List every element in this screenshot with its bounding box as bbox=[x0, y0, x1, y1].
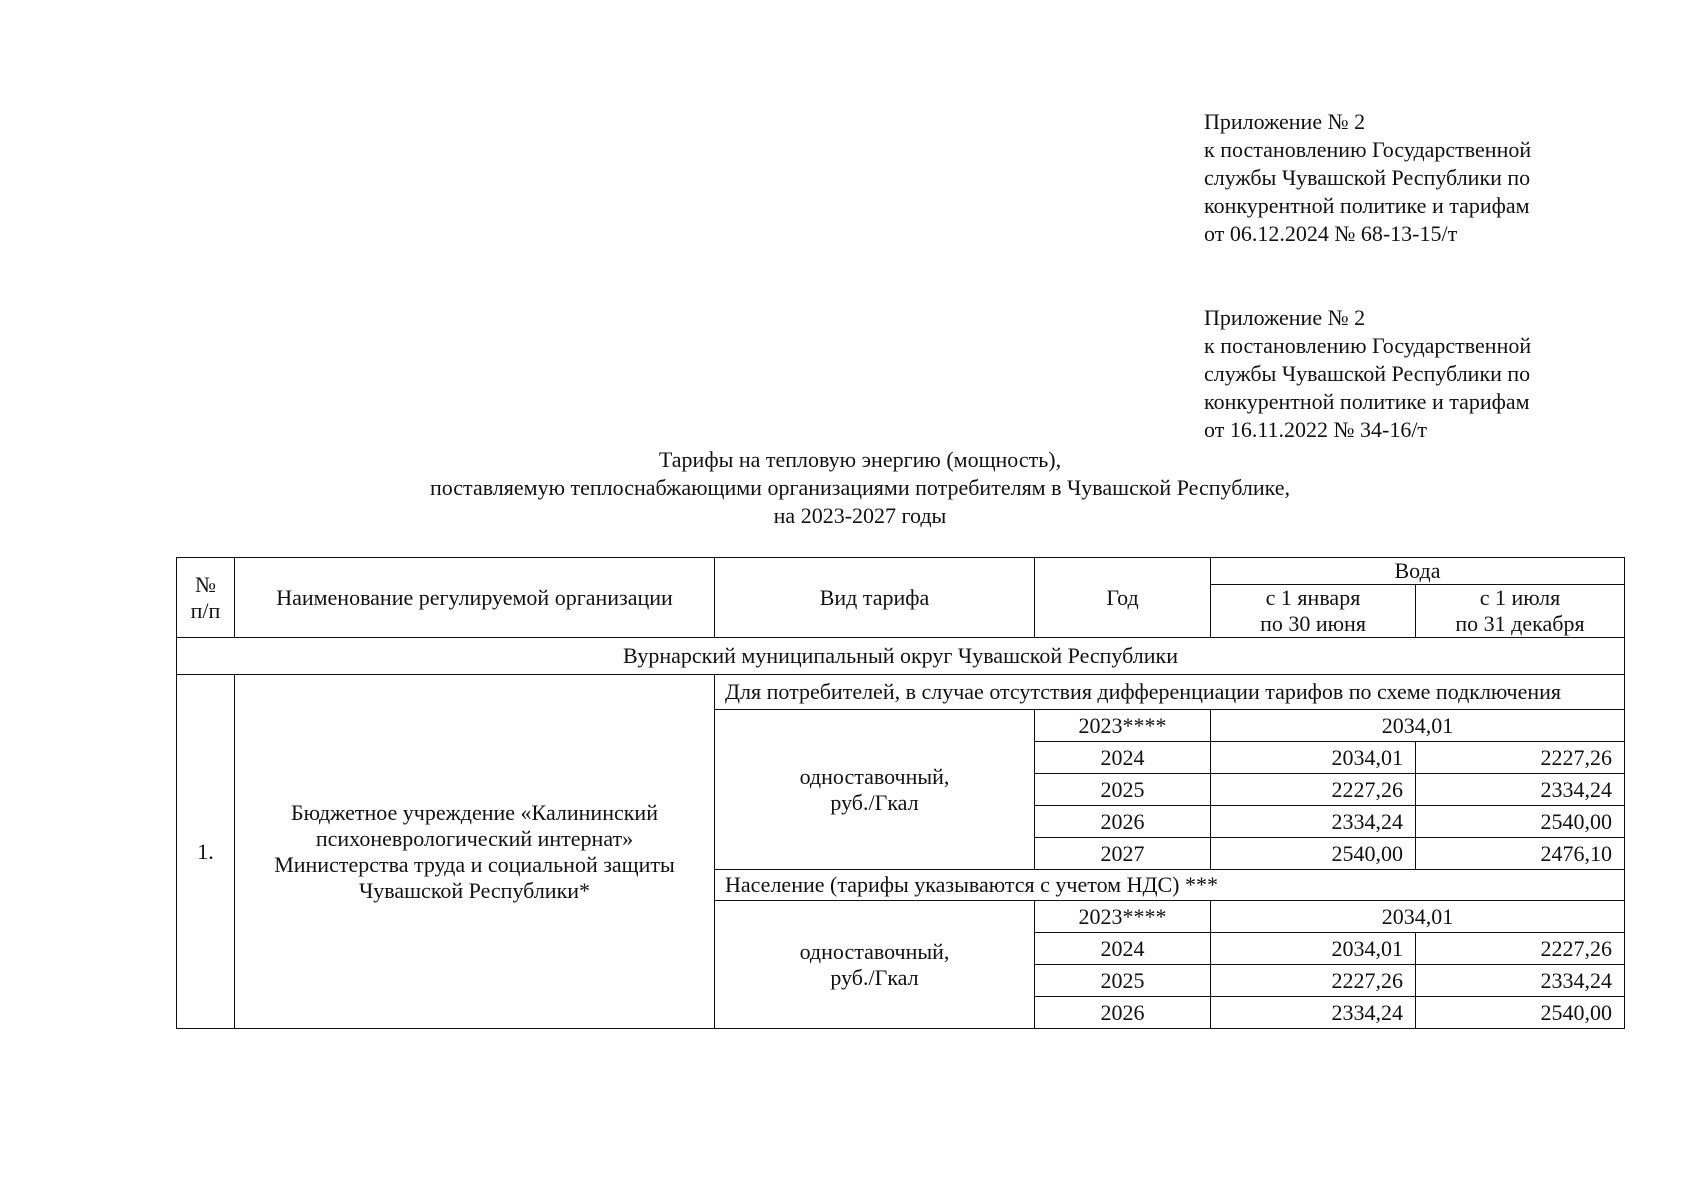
tariff-value-merged: 2034,01 bbox=[1211, 901, 1625, 933]
header-water: Вода bbox=[1211, 558, 1625, 585]
appendix-line: к постановлению Государственной bbox=[1204, 137, 1532, 162]
table-header-row bbox=[177, 558, 1625, 585]
appendix-line: службы Чувашской Республики по bbox=[1204, 165, 1531, 190]
tariff-type-cell: одноставочный, руб./Гкал bbox=[715, 710, 1035, 870]
year-cell: 2025 bbox=[1035, 774, 1211, 806]
tariff-value-merged: 2034,01 bbox=[1211, 710, 1625, 742]
year-cell: 2024 bbox=[1035, 742, 1211, 774]
header-year: Год bbox=[1035, 558, 1211, 638]
tariff-value-second-half: 2227,26 bbox=[1416, 933, 1625, 965]
appendix-line: от 06.12.2024 № 68-13-15/т bbox=[1204, 221, 1458, 246]
appendix-line: Приложение № 2 bbox=[1204, 109, 1366, 134]
appendix-current bbox=[1204, 108, 1624, 248]
year-cell: 2026 bbox=[1035, 806, 1211, 838]
appendix-line: к постановлению Государственной bbox=[1204, 333, 1532, 358]
year-cell: 2025 bbox=[1035, 965, 1211, 997]
document-title bbox=[300, 446, 1420, 530]
header-period-second-half: с 1 июля по 31 декабря bbox=[1416, 585, 1625, 638]
appendix-line: конкурентной политике и тарифам bbox=[1204, 389, 1530, 414]
tariff-value-second-half: 2334,24 bbox=[1416, 774, 1625, 806]
title-line: на 2023-2027 годы bbox=[773, 503, 947, 528]
header-organization: Наименование регулируемой организации bbox=[235, 558, 715, 638]
tariff-value-first-half: 2334,24 bbox=[1211, 997, 1416, 1029]
header-number: № п/п bbox=[177, 558, 235, 638]
tariff-value-first-half: 2334,24 bbox=[1211, 806, 1416, 838]
entry-organization: Бюджетное учреждение «Калининский психоневрологический интернат» Министерства труда и социальной защиты Чувашской Республики* bbox=[235, 675, 715, 1029]
tariff-value-second-half: 2334,24 bbox=[1416, 965, 1625, 997]
title-line: поставляемую теплоснабжающими организациями потребителям в Чувашской Республике, bbox=[429, 475, 1291, 500]
appendix-line: Приложение № 2 bbox=[1204, 305, 1366, 330]
appendix-line: от 16.11.2022 № 34-16/т bbox=[1204, 417, 1428, 442]
year-cell: 2024 bbox=[1035, 933, 1211, 965]
year-cell: 2027 bbox=[1035, 838, 1211, 870]
appendix-line: службы Чувашской Республики по bbox=[1204, 361, 1531, 386]
tariff-value-second-half: 2540,00 bbox=[1416, 806, 1625, 838]
tariff-value-first-half: 2227,26 bbox=[1211, 965, 1416, 997]
tariff-table bbox=[176, 557, 1625, 1029]
header-tariff-type: Вид тарифа bbox=[715, 558, 1035, 638]
year-cell: 2023**** bbox=[1035, 901, 1211, 933]
appendix-original bbox=[1204, 304, 1624, 444]
title-line: Тарифы на тепловую энергию (мощность), bbox=[658, 447, 1062, 472]
tariff-value-first-half: 2540,00 bbox=[1211, 838, 1416, 870]
tariff-value-first-half: 2034,01 bbox=[1211, 933, 1416, 965]
section-label-population: Население (тарифы указываются с учетом НДС) *** bbox=[715, 870, 1625, 901]
entry-number: 1. bbox=[177, 675, 235, 1029]
section-label-consumers: Для потребителей, в случае отсутствия дифференциации тарифов по схеме подключения bbox=[715, 675, 1625, 710]
tariff-value-second-half: 2227,26 bbox=[1416, 742, 1625, 774]
tariff-type-cell: одноставочный, руб./Гкал bbox=[715, 901, 1035, 1029]
header-period-first-half: с 1 января по 30 июня bbox=[1211, 585, 1416, 638]
tariff-value-first-half: 2227,26 bbox=[1211, 774, 1416, 806]
district-name: Вурнарский муниципальный округ Чувашской Республики bbox=[177, 638, 1625, 675]
tariff-value-first-half: 2034,01 bbox=[1211, 742, 1416, 774]
appendix-line: конкурентной политике и тарифам bbox=[1204, 193, 1530, 218]
tariff-value-second-half: 2540,00 bbox=[1416, 997, 1625, 1029]
year-cell: 2026 bbox=[1035, 997, 1211, 1029]
tariff-value-second-half: 2476,10 bbox=[1416, 838, 1625, 870]
district-row bbox=[177, 638, 1625, 675]
section-row bbox=[177, 675, 1625, 710]
year-cell: 2023**** bbox=[1035, 710, 1211, 742]
